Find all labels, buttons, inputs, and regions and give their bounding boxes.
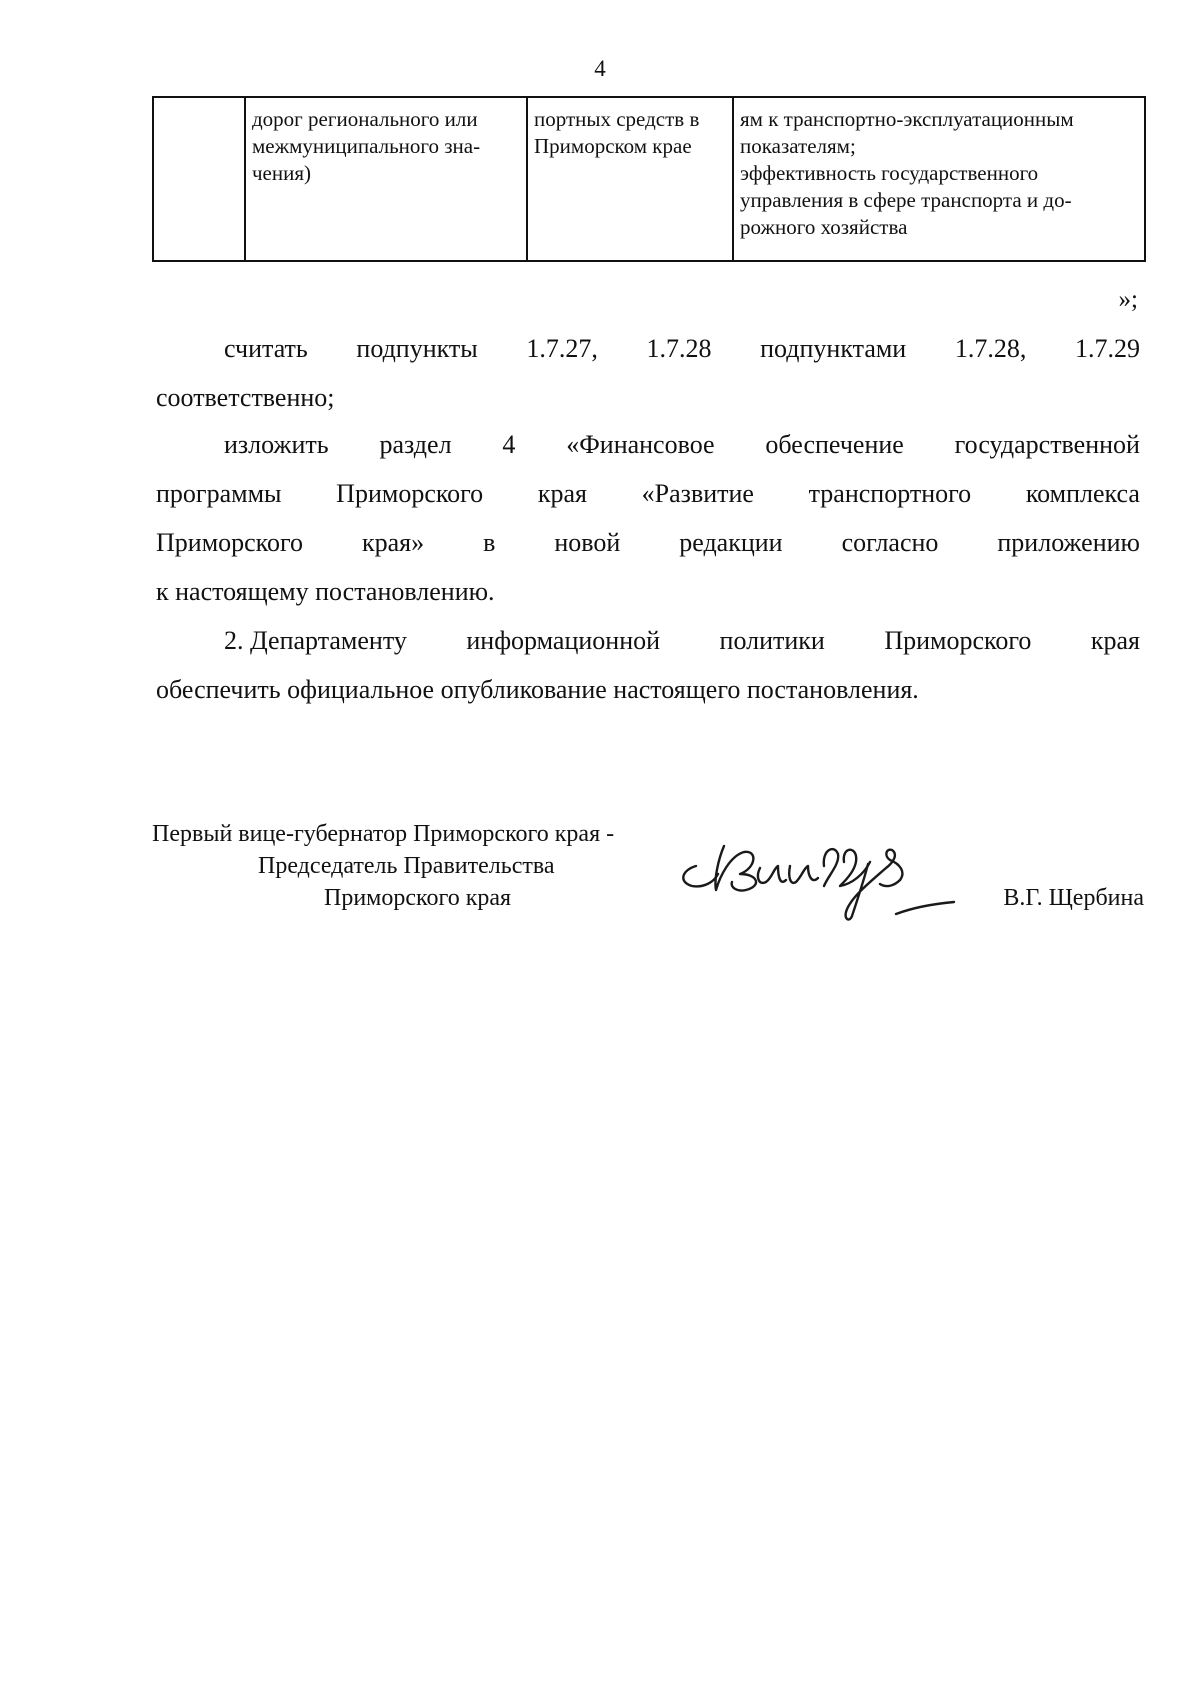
word: 1.7.27, <box>526 334 598 363</box>
table-cell <box>733 97 1145 261</box>
word: 2. Департаменту <box>224 626 407 655</box>
word: 1.7.29 <box>1074 334 1140 363</box>
paragraph-line <box>156 518 1140 567</box>
word: информационной <box>466 626 661 655</box>
word: подпунктами <box>760 334 907 363</box>
cell-text-line: показателям; <box>740 134 856 158</box>
signature-block <box>152 818 1144 938</box>
paragraph-publication <box>156 616 1140 714</box>
word: приложению <box>997 528 1140 557</box>
paragraph-line <box>156 324 1140 373</box>
word: транспортного <box>808 479 972 508</box>
word: Приморского <box>336 479 484 508</box>
word: считать <box>224 334 308 363</box>
word: Приморского <box>884 626 1032 655</box>
word: обеспечение <box>765 430 904 459</box>
word: края <box>537 479 587 508</box>
paragraph-line <box>156 469 1140 518</box>
paragraph-line: к настоящему постановлению. <box>156 577 495 606</box>
continuation-table <box>152 96 1146 262</box>
table-cell <box>527 97 733 261</box>
word: изложить <box>224 430 329 459</box>
word: программы <box>156 479 282 508</box>
signatory-title: Председатель Правительства <box>258 853 555 879</box>
word: Приморского <box>156 528 304 557</box>
word: редакции <box>679 528 783 557</box>
cell-text-line: чения) <box>252 161 312 185</box>
table-cell <box>245 97 527 261</box>
word: 1.7.28 <box>646 334 712 363</box>
word: края» <box>361 528 425 557</box>
word: политики <box>719 626 825 655</box>
paragraph-line <box>156 420 1140 469</box>
cell-text-line: дорог регионального или <box>252 107 478 131</box>
cell-text-line: эффективность государственного <box>740 161 1039 185</box>
paragraph-section-4 <box>156 420 1140 616</box>
signatory-title: Приморского края <box>324 885 512 911</box>
word: согласно <box>841 528 939 557</box>
cell-text-line: рожного хозяйства <box>740 215 908 239</box>
paragraph-line <box>156 616 1140 665</box>
cell-text-line: портных средств в <box>534 107 700 131</box>
word: «Финансовое <box>566 430 715 459</box>
paragraph-line: соответственно; <box>156 383 335 412</box>
word: в <box>483 528 496 557</box>
handwritten-signature <box>674 824 974 936</box>
word: подпункты <box>356 334 478 363</box>
cell-text-line: ям к транспортно-эксплуатационным <box>740 107 1074 131</box>
cell-text-line: Приморском крае <box>534 134 692 158</box>
word: новой <box>554 528 621 557</box>
table-row <box>153 97 1145 261</box>
word: государственной <box>954 430 1140 459</box>
cell-text-line: межмуниципального зна- <box>252 134 481 158</box>
closing-quote: »; <box>1118 286 1138 313</box>
word: края <box>1090 626 1140 655</box>
signatory-title: Первый вице-губернатор Приморского края - <box>152 821 615 847</box>
page-number: 4 <box>594 56 606 81</box>
table-cell <box>153 97 245 261</box>
signatory-name: В.Г. Щербина <box>1003 885 1144 911</box>
word: комплекса <box>1025 479 1140 508</box>
paragraph-renumber-subitems <box>156 324 1140 422</box>
paragraph-line: обеспечить официальное опубликование настоящего постановления. <box>156 675 919 704</box>
cell-text-line: управления в сфере транспорта и до- <box>740 188 1072 212</box>
word: 4 <box>502 430 516 459</box>
word: «Развитие <box>641 479 754 508</box>
word: 1.7.28, <box>954 334 1027 363</box>
word: раздел <box>379 430 452 459</box>
